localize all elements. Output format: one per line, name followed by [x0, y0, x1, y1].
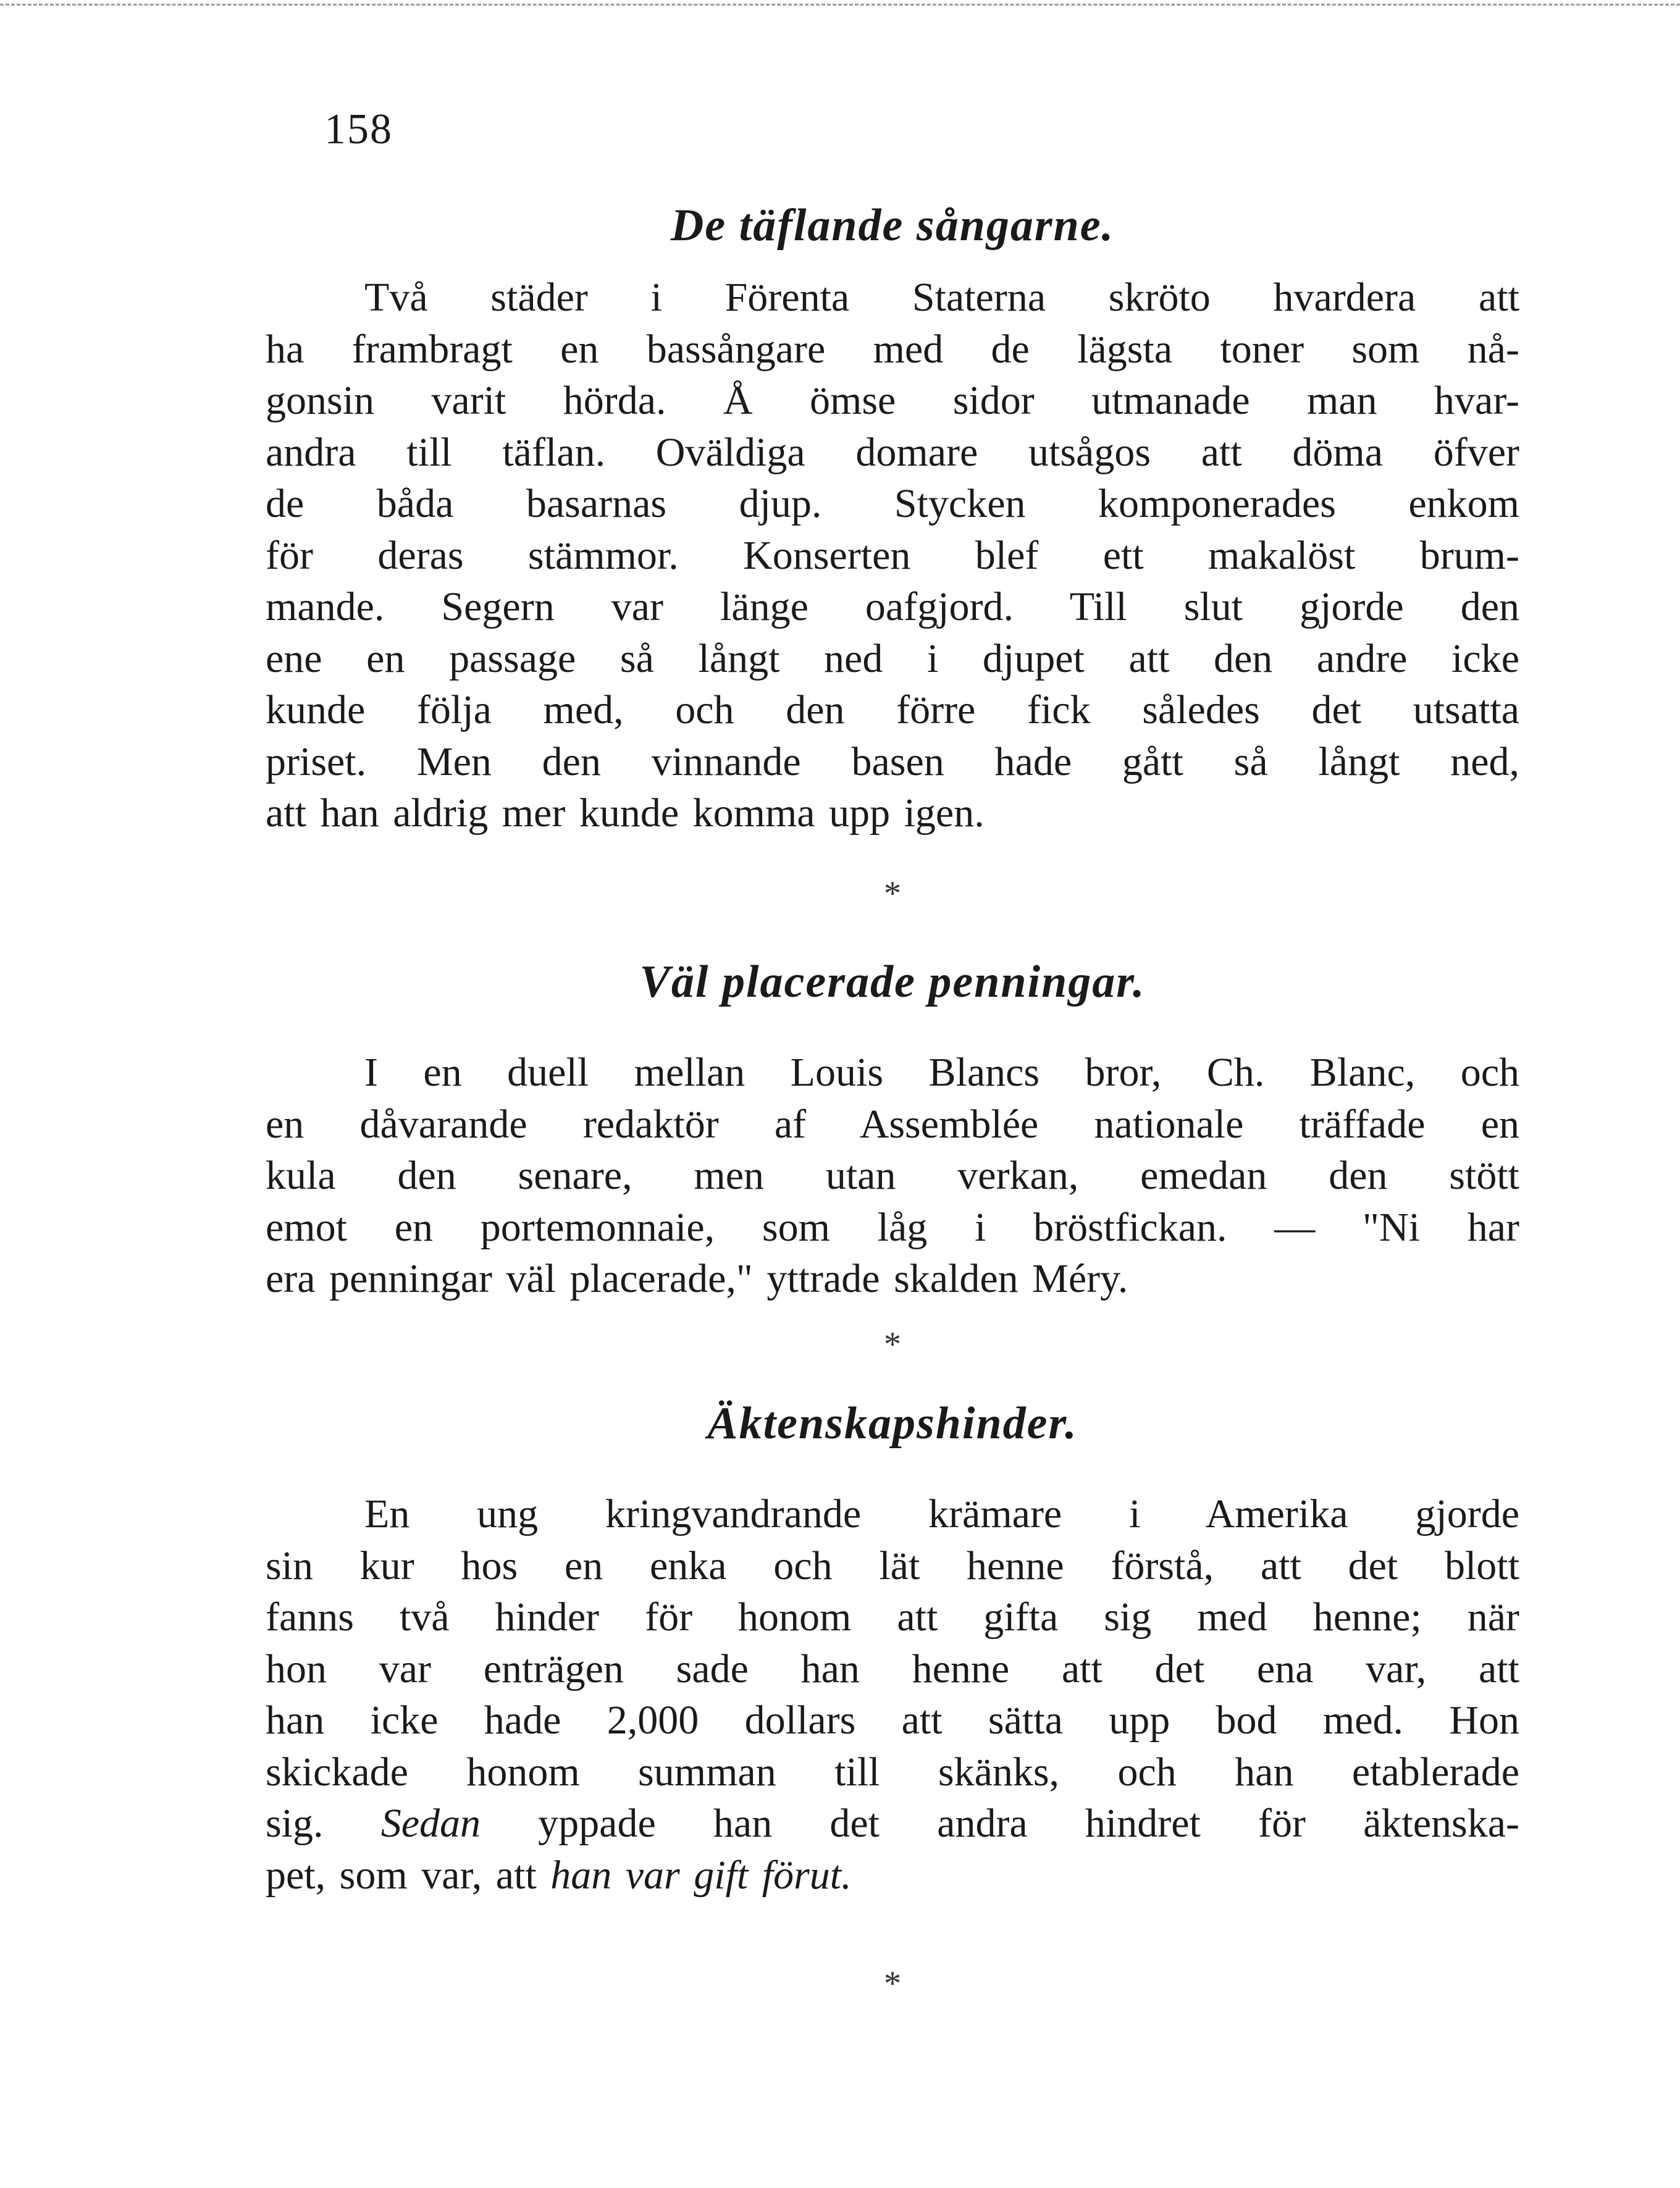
- section-title: Väl placerade penningar.: [639, 957, 1146, 1007]
- text-line: era penningar väl placerade," yttrade skalden Méry.: [266, 1256, 1128, 1301]
- text-fragment: pet, som var, att: [266, 1852, 551, 1898]
- text-line: [266, 1850, 1519, 1901]
- section-paragraph: [266, 1488, 1519, 1901]
- text-line: andra till täflan. Oväldiga domare utsågos att döma öfver: [266, 429, 1519, 475]
- section-title: De täflande sångarne.: [670, 200, 1115, 251]
- text-line: I en duell mellan Louis Blancs bror, Ch. Blanc, och: [364, 1050, 1519, 1095]
- emphasis-text: han var gift förut.: [550, 1852, 852, 1898]
- text-fragment: yppade han det andra hindret för äktenska-: [480, 1801, 1519, 1846]
- text-line: ha frambragt en bassångare med de lägsta toner som nå-: [266, 326, 1519, 372]
- text-line: skickade honom summan till skänks, och han etablerade: [266, 1749, 1519, 1795]
- text-line: gonsin varit hörda. Å ömse sidor utmanade man hvar-: [266, 378, 1519, 423]
- section-paragraph: [266, 272, 1519, 839]
- text-line: fanns två hinder för honom att gifta sig med henne; när: [266, 1595, 1519, 1640]
- section-separator-asterisk: *: [884, 874, 901, 913]
- text-line: Två städer i Förenta Staterna skröto hvardera att: [364, 275, 1519, 320]
- text-line: priset. Men den vinnande basen hade gått så långt ned,: [266, 739, 1519, 784]
- text-line: kula den senare, men utan verkan, emedan den stött: [266, 1153, 1519, 1198]
- section-title: Äktenskapshinder.: [707, 1398, 1078, 1449]
- section-separator-asterisk: *: [884, 1964, 901, 2003]
- page-top-edge: [0, 4, 1680, 6]
- section-aktenskapshinder: [266, 1396, 1519, 1901]
- section-val-placerade-penningar: [266, 954, 1519, 1305]
- text-line: ene en passage så långt ned i djupet att den andre icke: [266, 635, 1519, 681]
- page-number: 158: [324, 106, 393, 153]
- text-line: mande. Segern var länge oafgjord. Till slut gjorde den: [266, 584, 1519, 629]
- text-fragment: sig.: [266, 1801, 381, 1846]
- text-line: de båda basarnas djup. Stycken komponerades enkom: [266, 481, 1519, 526]
- text-line: kunde följa med, och den förre fick således det utsatta: [266, 687, 1519, 732]
- text-line: en dåvarande redaktör af Assemblée nationale träffade en: [266, 1101, 1519, 1147]
- emphasis-text: Sedan: [380, 1801, 481, 1846]
- section-paragraph: [266, 1047, 1519, 1305]
- text-line: att han aldrig mer kunde komma upp igen.: [266, 790, 985, 836]
- text-line: sin kur hos en enka och lät henne förstå, att det blott: [266, 1543, 1519, 1588]
- section-separator-asterisk: *: [884, 1325, 901, 1364]
- text-line: En ung kringvandrande krämare i Amerika gjorde: [364, 1491, 1519, 1536]
- text-line: för deras stämmor. Konserten blef ett makalöst brum-: [266, 532, 1519, 578]
- section-taflande-sangarne: [266, 198, 1519, 839]
- text-line: hon var enträgen sade han henne att det ena var, att: [266, 1646, 1519, 1691]
- text-line: [266, 1798, 1519, 1850]
- text-line: emot en portemonnaie, som låg i bröstfickan. — "Ni har: [266, 1204, 1519, 1250]
- text-line: han icke hade 2,000 dollars att sätta upp bod med. Hon: [266, 1698, 1519, 1743]
